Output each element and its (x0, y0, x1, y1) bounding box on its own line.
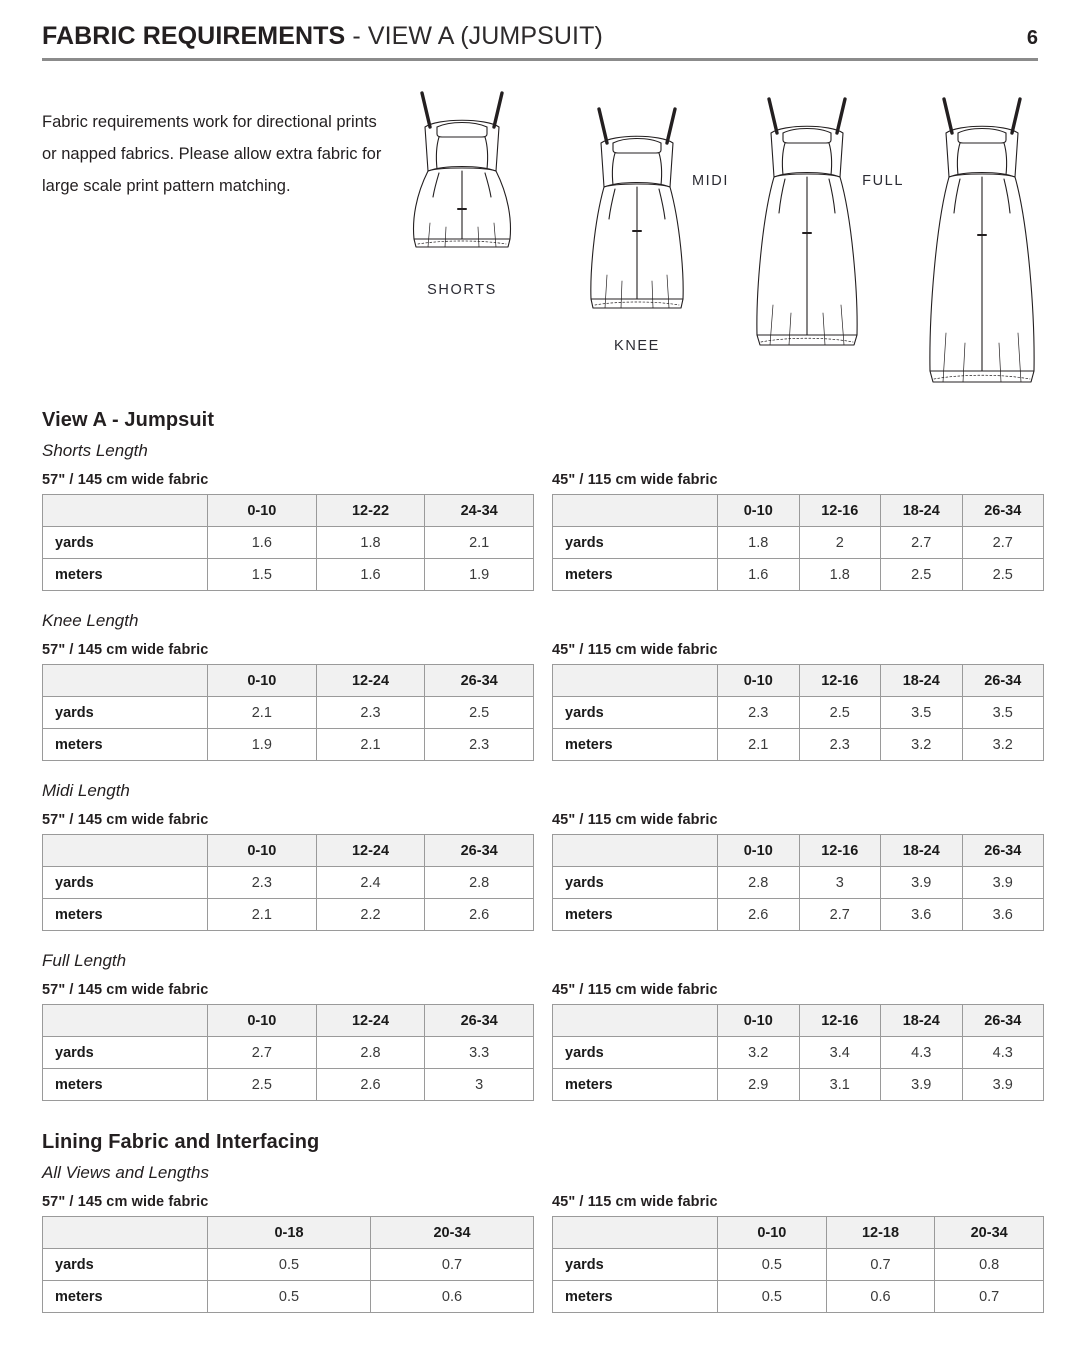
fabric-amount-cell: 4.3 (881, 1037, 963, 1069)
fabric-amount-cell: 1.6 (316, 559, 425, 591)
table-row (553, 1281, 1044, 1313)
fabric-width-caption: 45" / 115 cm wide fabric (552, 472, 718, 488)
table-corner-cell (43, 665, 208, 697)
unit-label-meters: meters (553, 899, 718, 931)
fabric-table-57 (42, 642, 534, 761)
length-section (42, 611, 1038, 761)
length-section (42, 441, 1038, 591)
size-range-header: 26-34 (962, 665, 1044, 697)
fabric-amount-cell: 2.7 (881, 527, 963, 559)
page-title-strong: FABRIC REQUIREMENTS (42, 22, 346, 50)
figure-label-midi: MIDI (691, 173, 729, 189)
unit-label-meters: meters (43, 1281, 208, 1313)
fabric-amount-cell: 3.2 (881, 729, 963, 761)
size-range-header: 12-22 (316, 495, 425, 527)
table-header-row (43, 495, 534, 527)
size-range-header: 12-18 (826, 1217, 935, 1249)
fabric-amount-cell: 1.8 (718, 527, 800, 559)
size-range-header: 0-10 (208, 665, 317, 697)
fabric-amount-cell: 3.9 (881, 867, 963, 899)
unit-label-yards: yards (553, 697, 718, 729)
fabric-amount-cell: 2.8 (425, 867, 534, 899)
table-header-row (43, 835, 534, 867)
fabric-amount-cell: 1.8 (316, 527, 425, 559)
table-header-row (553, 495, 1044, 527)
fabric-amount-cell: 3.9 (962, 1069, 1044, 1101)
size-range-header: 0-10 (718, 495, 800, 527)
fabric-amount-cell: 2.5 (208, 1069, 317, 1101)
table-row (553, 1069, 1044, 1101)
table-corner-cell (43, 1217, 208, 1249)
size-range-header: 0-10 (718, 1005, 800, 1037)
lining-section (42, 1131, 1038, 1313)
lining-table-45 (552, 1194, 1044, 1313)
fabric-amount-cell: 3.5 (881, 697, 963, 729)
size-range-header: 12-16 (799, 665, 881, 697)
fabric-requirements-table (42, 1004, 534, 1101)
lining-requirements-table (42, 1216, 534, 1313)
fabric-amount-cell: 2.2 (316, 899, 425, 931)
size-range-header: 12-24 (316, 1005, 425, 1037)
table-row (43, 899, 534, 931)
fabric-width-caption: 57" / 145 cm wide fabric (42, 642, 209, 658)
length-section (42, 951, 1038, 1101)
fabric-amount-cell: 2.8 (316, 1037, 425, 1069)
table-pair (42, 812, 1038, 931)
table-corner-cell (553, 835, 718, 867)
unit-label-yards: yards (553, 1037, 718, 1069)
size-range-header: 20-34 (371, 1217, 534, 1249)
fabric-amount-cell: 0.5 (718, 1281, 827, 1313)
table-corner-cell (553, 1005, 718, 1037)
fabric-amount-cell: 0.5 (208, 1281, 371, 1313)
size-range-header: 26-34 (962, 495, 1044, 527)
fabric-amount-cell: 1.5 (208, 559, 317, 591)
fabric-amount-cell: 3.2 (718, 1037, 800, 1069)
table-row (553, 1037, 1044, 1069)
fabric-amount-cell: 2.1 (718, 729, 800, 761)
fabric-amount-cell: 3.6 (881, 899, 963, 931)
fabric-width-caption: 57" / 145 cm wide fabric (42, 812, 209, 828)
table-row (553, 527, 1044, 559)
fabric-width-caption: 45" / 115 cm wide fabric (552, 812, 718, 828)
fabric-table-45 (552, 642, 1044, 761)
size-range-header: 0-10 (718, 665, 800, 697)
unit-label-meters: meters (553, 1281, 718, 1313)
header-divider (42, 58, 1038, 61)
fabric-amount-cell: 2.1 (208, 899, 317, 931)
table-row (553, 697, 1044, 729)
unit-label-yards: yards (43, 527, 208, 559)
fabric-amount-cell: 2.3 (316, 697, 425, 729)
fabric-amount-cell: 2.6 (718, 899, 800, 931)
table-header-row (553, 1217, 1044, 1249)
fabric-amount-cell: 2.5 (962, 559, 1044, 591)
fabric-amount-cell: 3 (425, 1069, 534, 1101)
fabric-amount-cell: 2.3 (799, 729, 881, 761)
size-range-header: 12-16 (799, 1005, 881, 1037)
table-row (553, 899, 1044, 931)
unit-label-meters: meters (43, 899, 208, 931)
fabric-amount-cell: 0.8 (935, 1249, 1044, 1281)
size-range-header: 26-34 (425, 835, 534, 867)
size-range-header: 0-10 (208, 835, 317, 867)
table-header-row (43, 1217, 534, 1249)
unit-label-yards: yards (43, 1037, 208, 1069)
size-range-header: 0-18 (208, 1217, 371, 1249)
fabric-width-caption: 45" / 115 cm wide fabric (552, 642, 718, 658)
jumpsuit-full-illustration (862, 93, 1052, 408)
fabric-amount-cell: 2.1 (316, 729, 425, 761)
fabric-amount-cell: 2.4 (316, 867, 425, 899)
size-range-header: 26-34 (425, 665, 534, 697)
unit-label-meters: meters (43, 559, 208, 591)
table-row (43, 1249, 534, 1281)
table-row (553, 559, 1044, 591)
size-range-header: 0-10 (208, 1005, 317, 1037)
table-corner-cell (43, 1005, 208, 1037)
fabric-requirements-table (42, 834, 534, 931)
lining-table-pair (42, 1194, 1038, 1313)
fabric-amount-cell: 0.6 (826, 1281, 935, 1313)
table-corner-cell (553, 1217, 718, 1249)
fabric-amount-cell: 2.1 (208, 697, 317, 729)
figure-label-full: FULL (862, 173, 904, 189)
size-range-header: 20-34 (935, 1217, 1044, 1249)
table-header-row (553, 1005, 1044, 1037)
unit-label-meters: meters (553, 1069, 718, 1101)
fabric-amount-cell: 3.1 (799, 1069, 881, 1101)
table-corner-cell (553, 665, 718, 697)
table-row (43, 1069, 534, 1101)
lining-subtitle: All Views and Lengths (42, 1163, 209, 1182)
table-pair (42, 472, 1038, 591)
fabric-amount-cell: 0.6 (371, 1281, 534, 1313)
fabric-width-caption: 45" / 115 cm wide fabric (552, 982, 718, 998)
fabric-width-caption: 57" / 145 cm wide fabric (42, 982, 209, 998)
lining-caption-45: 45" / 115 cm wide fabric (552, 1194, 718, 1210)
unit-label-yards: yards (553, 867, 718, 899)
unit-label-yards: yards (43, 1249, 208, 1281)
fabric-amount-cell: 3.3 (425, 1037, 534, 1069)
fabric-amount-cell: 2.7 (208, 1037, 317, 1069)
fabric-amount-cell: 2.3 (208, 867, 317, 899)
fabric-requirements-table (552, 494, 1044, 591)
fabric-table-57 (42, 472, 534, 591)
size-range-header: 18-24 (881, 835, 963, 867)
fabric-amount-cell: 1.6 (718, 559, 800, 591)
fabric-amount-cell: 2.3 (718, 697, 800, 729)
fabric-amount-cell: 2.1 (425, 527, 534, 559)
intro-and-figures (42, 87, 1038, 407)
page-header (42, 22, 1038, 58)
lining-title: Lining Fabric and Interfacing (42, 1131, 320, 1153)
table-row (43, 527, 534, 559)
jumpsuit-knee-illustration (567, 103, 707, 354)
fabric-requirements-table (552, 834, 1044, 931)
fabric-width-caption: 57" / 145 cm wide fabric (42, 472, 209, 488)
fabric-amount-cell: 3 (799, 867, 881, 899)
table-pair (42, 982, 1038, 1101)
fabric-amount-cell: 0.5 (718, 1249, 827, 1281)
fabric-amount-cell: 1.6 (208, 527, 317, 559)
table-header-row (43, 1005, 534, 1037)
table-corner-cell (43, 835, 208, 867)
fabric-amount-cell: 2.5 (425, 697, 534, 729)
page-title-light: - VIEW A (JUMPSUIT) (345, 22, 603, 50)
page-title (42, 22, 603, 51)
size-range-header: 12-16 (799, 495, 881, 527)
size-range-header: 0-10 (718, 835, 800, 867)
table-row (43, 697, 534, 729)
view-a-sections (42, 441, 1038, 1101)
unit-label-meters: meters (553, 559, 718, 591)
unit-label-meters: meters (553, 729, 718, 761)
figure-label-knee: KNEE (614, 338, 660, 354)
jumpsuit-shorts-illustration (392, 87, 532, 298)
fabric-amount-cell: 2.5 (881, 559, 963, 591)
fabric-amount-cell: 3.6 (962, 899, 1044, 931)
size-range-header: 0-10 (718, 1217, 827, 1249)
fabric-table-45 (552, 812, 1044, 931)
intro-text: Fabric requirements work for directional prints or napped fabrics. Please allow extra fabric for large scale print pattern matching. (42, 112, 382, 195)
lining-table-57 (42, 1194, 534, 1313)
fabric-amount-cell: 0.7 (826, 1249, 935, 1281)
fabric-amount-cell: 3.9 (962, 867, 1044, 899)
fabric-amount-cell: 2.7 (799, 899, 881, 931)
size-range-header: 26-34 (425, 1005, 534, 1037)
fabric-amount-cell: 4.3 (962, 1037, 1044, 1069)
table-row (553, 729, 1044, 761)
fabric-amount-cell: 0.7 (935, 1281, 1044, 1313)
table-header-row (553, 835, 1044, 867)
fabric-requirements-table (552, 1004, 1044, 1101)
table-corner-cell (553, 495, 718, 527)
size-range-header: 18-24 (881, 495, 963, 527)
figure-label-shorts: SHORTS (427, 282, 497, 298)
unit-label-meters: meters (43, 729, 208, 761)
table-row (43, 559, 534, 591)
size-range-header: 18-24 (881, 665, 963, 697)
jumpsuit-midi-illustration (691, 93, 877, 378)
fabric-table-57 (42, 982, 534, 1101)
length-section-title: Midi Length (42, 781, 130, 800)
table-header-row (553, 665, 1044, 697)
fabric-amount-cell: 2.6 (316, 1069, 425, 1101)
table-row (43, 1281, 534, 1313)
fabric-table-45 (552, 982, 1044, 1101)
unit-label-meters: meters (43, 1069, 208, 1101)
fabric-amount-cell: 2.8 (718, 867, 800, 899)
fabric-amount-cell: 0.7 (371, 1249, 534, 1281)
fabric-amount-cell: 3.5 (962, 697, 1044, 729)
fabric-amount-cell: 3.2 (962, 729, 1044, 761)
table-row (553, 1249, 1044, 1281)
fabric-amount-cell: 2.3 (425, 729, 534, 761)
table-row (43, 867, 534, 899)
size-range-header: 12-24 (316, 665, 425, 697)
fabric-table-45 (552, 472, 1044, 591)
size-range-header: 0-10 (208, 495, 317, 527)
size-range-header: 18-24 (881, 1005, 963, 1037)
size-range-header: 26-34 (962, 1005, 1044, 1037)
table-pair (42, 642, 1038, 761)
fabric-amount-cell: 1.9 (208, 729, 317, 761)
table-row (43, 1037, 534, 1069)
fabric-amount-cell: 1.8 (799, 559, 881, 591)
fabric-amount-cell: 2.5 (799, 697, 881, 729)
table-row (43, 729, 534, 761)
fabric-amount-cell: 1.9 (425, 559, 534, 591)
fabric-amount-cell: 2 (799, 527, 881, 559)
unit-label-yards: yards (553, 527, 718, 559)
page-number: 6 (1026, 27, 1038, 49)
fabric-requirements-table (552, 664, 1044, 761)
table-corner-cell (43, 495, 208, 527)
fabric-amount-cell: 0.5 (208, 1249, 371, 1281)
lining-requirements-table (552, 1216, 1044, 1313)
length-section (42, 781, 1038, 931)
length-section-title: Full Length (42, 951, 127, 970)
unit-label-yards: yards (553, 1249, 718, 1281)
table-header-row (43, 665, 534, 697)
length-section-title: Shorts Length (42, 441, 148, 460)
fabric-amount-cell: 3.4 (799, 1037, 881, 1069)
length-section-title: Knee Length (42, 611, 139, 630)
fabric-amount-cell: 3.9 (881, 1069, 963, 1101)
table-row (553, 867, 1044, 899)
lining-caption-57: 57" / 145 cm wide fabric (42, 1194, 209, 1210)
unit-label-yards: yards (43, 867, 208, 899)
fabric-table-57 (42, 812, 534, 931)
fabric-amount-cell: 2.9 (718, 1069, 800, 1101)
garment-illustrations (382, 87, 1038, 407)
fabric-requirements-table (42, 664, 534, 761)
fabric-amount-cell: 2.7 (962, 527, 1044, 559)
fabric-amount-cell: 2.6 (425, 899, 534, 931)
size-range-header: 26-34 (962, 835, 1044, 867)
view-a-title: View A - Jumpsuit (42, 409, 215, 431)
fabric-requirements-table (42, 494, 534, 591)
size-range-header: 24-34 (425, 495, 534, 527)
size-range-header: 12-24 (316, 835, 425, 867)
size-range-header: 12-16 (799, 835, 881, 867)
unit-label-yards: yards (43, 697, 208, 729)
